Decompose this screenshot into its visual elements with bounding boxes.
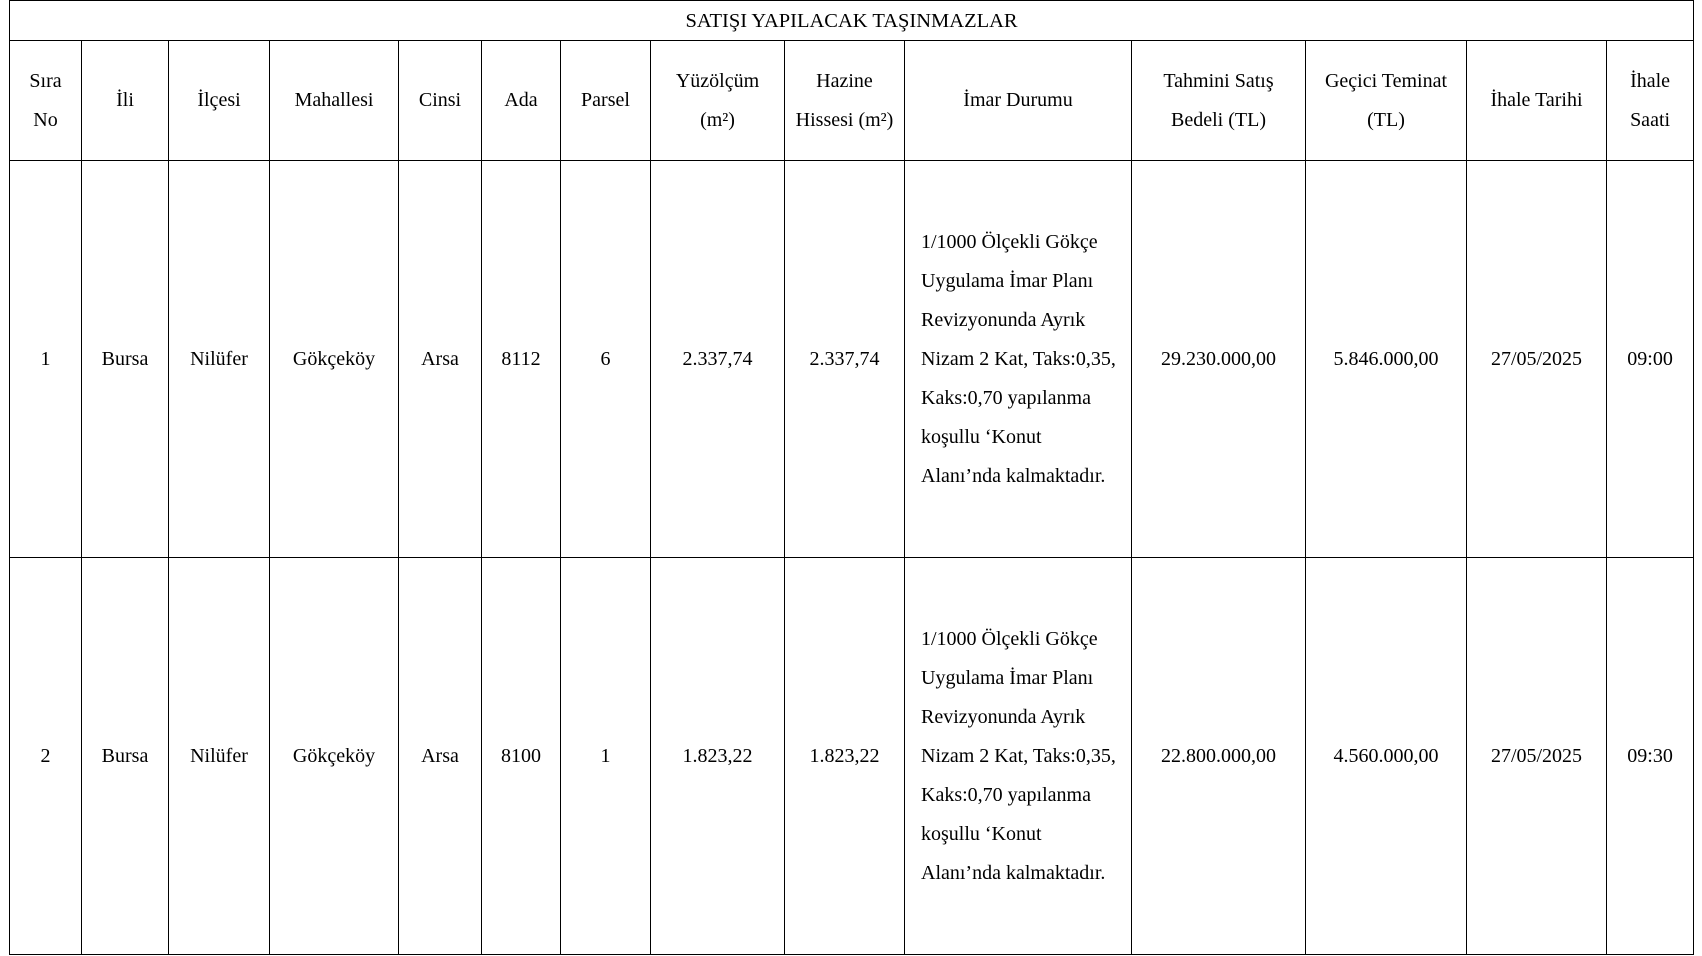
cell-ada: 8100 bbox=[482, 558, 561, 955]
header-parsel: Parsel bbox=[561, 41, 651, 161]
cell-sira-no: 2 bbox=[10, 558, 82, 955]
cell-ihale-tarihi: 27/05/2025 bbox=[1467, 558, 1607, 955]
header-ihale-saati: İhale Saati bbox=[1607, 41, 1694, 161]
cell-parsel: 1 bbox=[561, 558, 651, 955]
cell-tahmini-satis-bedeli: 29.230.000,00 bbox=[1132, 161, 1306, 558]
cell-ihale-tarihi: 27/05/2025 bbox=[1467, 161, 1607, 558]
header-ada: Ada bbox=[482, 41, 561, 161]
cell-cinsi: Arsa bbox=[399, 161, 482, 558]
cell-ili: Bursa bbox=[82, 161, 169, 558]
cell-sira-no: 1 bbox=[10, 161, 82, 558]
table-row bbox=[10, 161, 1694, 558]
table-title-row bbox=[10, 1, 1694, 41]
cell-gecici-teminat: 4.560.000,00 bbox=[1306, 558, 1467, 955]
cell-yuzolcum: 1.823,22 bbox=[651, 558, 785, 955]
header-gecici-teminat: Geçici Teminat (TL) bbox=[1306, 41, 1467, 161]
cell-ili: Bursa bbox=[82, 558, 169, 955]
cell-ilcesi: Nilüfer bbox=[169, 161, 270, 558]
header-imar-durumu: İmar Durumu bbox=[905, 41, 1132, 161]
property-sale-table bbox=[9, 0, 1694, 955]
header-sira-no: Sıra No bbox=[10, 41, 82, 161]
header-cinsi: Cinsi bbox=[399, 41, 482, 161]
cell-hazine-hissesi: 1.823,22 bbox=[785, 558, 905, 955]
header-ili: İli bbox=[82, 41, 169, 161]
cell-parsel: 6 bbox=[561, 161, 651, 558]
cell-imar-durumu: 1/1000 Ölçekli Gökçe Uygulama İmar Planı Revizyonunda Ayrık Nizam 2 Kat, Taks:0,35, Kaks:0,70 yapılanma koşullu ‘Konut Alanı’nda kalmaktadır. bbox=[905, 161, 1132, 558]
cell-tahmini-satis-bedeli: 22.800.000,00 bbox=[1132, 558, 1306, 955]
table-header-row bbox=[10, 41, 1694, 161]
header-yuzolcum: Yüzölçüm (m²) bbox=[651, 41, 785, 161]
cell-mahallesi: Gökçeköy bbox=[270, 558, 399, 955]
cell-ihale-saati: 09:00 bbox=[1607, 161, 1694, 558]
cell-hazine-hissesi: 2.337,74 bbox=[785, 161, 905, 558]
header-ihale-tarihi: İhale Tarihi bbox=[1467, 41, 1607, 161]
cell-ada: 8112 bbox=[482, 161, 561, 558]
cell-imar-durumu: 1/1000 Ölçekli Gökçe Uygulama İmar Planı Revizyonunda Ayrık Nizam 2 Kat, Taks:0,35, Kaks:0,70 yapılanma koşullu ‘Konut Alanı’nda kalmaktadır. bbox=[905, 558, 1132, 955]
header-ilcesi: İlçesi bbox=[169, 41, 270, 161]
cell-ihale-saati: 09:30 bbox=[1607, 558, 1694, 955]
cell-mahallesi: Gökçeköy bbox=[270, 161, 399, 558]
cell-cinsi: Arsa bbox=[399, 558, 482, 955]
table-row bbox=[10, 558, 1694, 955]
cell-ilcesi: Nilüfer bbox=[169, 558, 270, 955]
header-mahallesi: Mahallesi bbox=[270, 41, 399, 161]
cell-yuzolcum: 2.337,74 bbox=[651, 161, 785, 558]
cell-gecici-teminat: 5.846.000,00 bbox=[1306, 161, 1467, 558]
table-title: SATIŞI YAPILACAK TAŞINMAZLAR bbox=[10, 1, 1694, 41]
header-tahmini-satis-bedeli: Tahmini Satış Bedeli (TL) bbox=[1132, 41, 1306, 161]
header-hazine-hissesi: Hazine Hissesi (m²) bbox=[785, 41, 905, 161]
